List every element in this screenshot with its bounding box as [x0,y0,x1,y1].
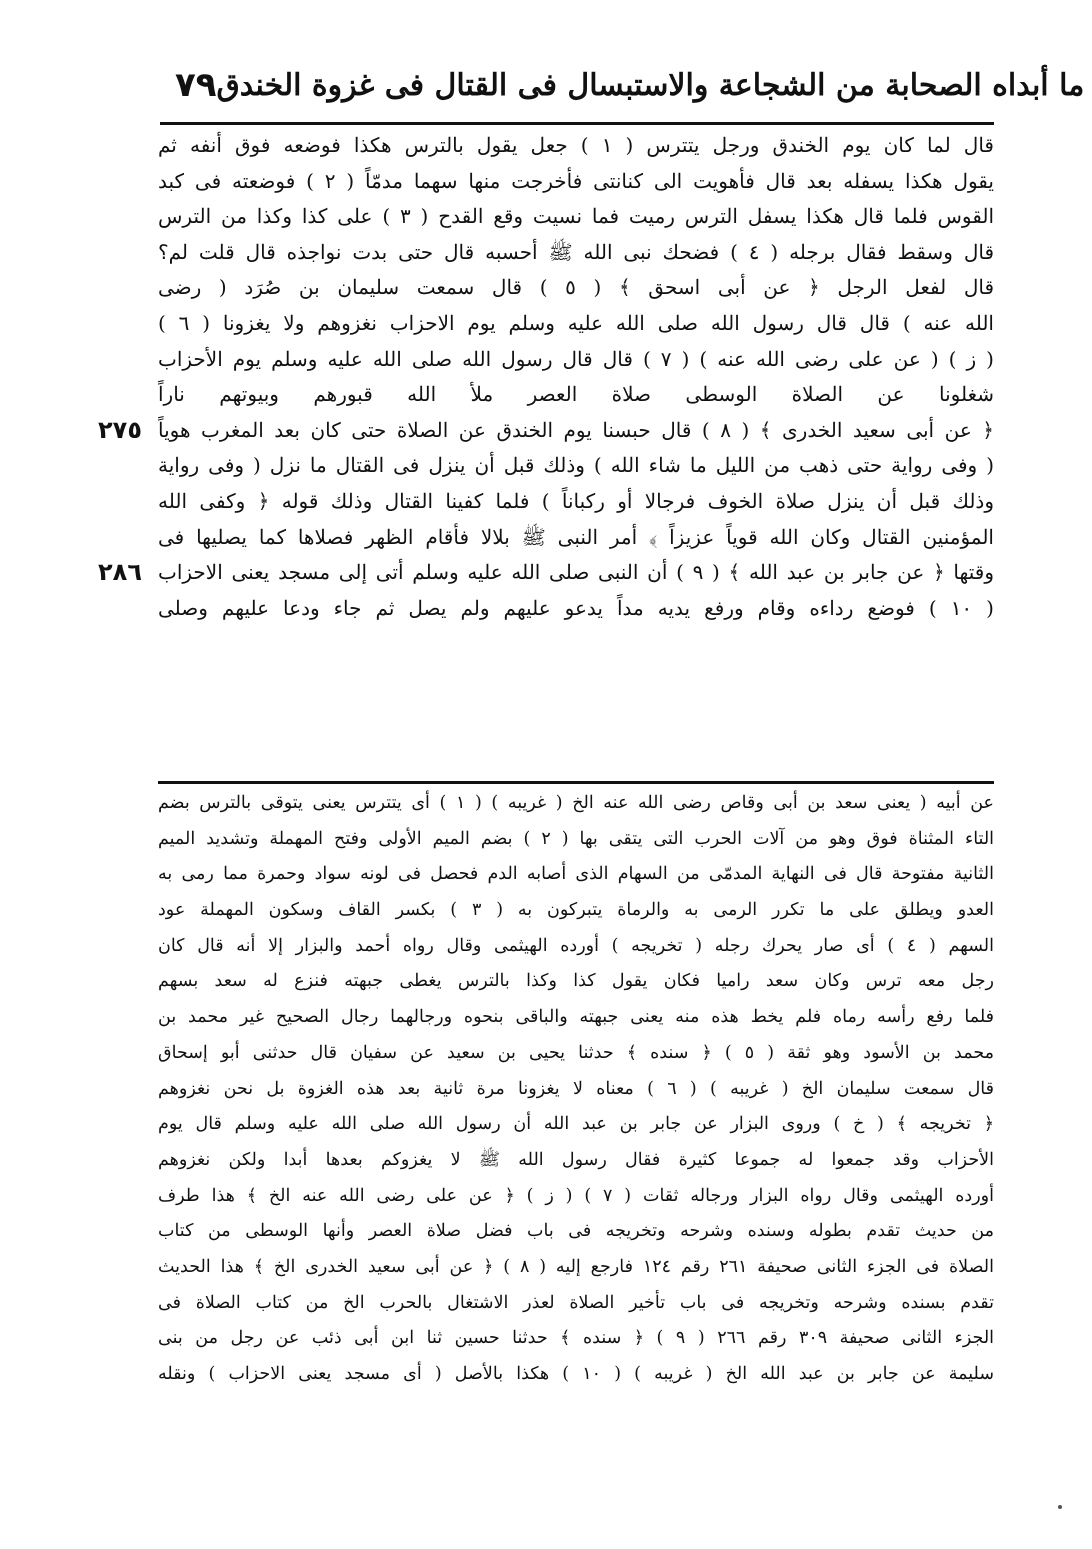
footnote-line: التاء المثناة فوق وهو من آلات الحرب التى يتقى بها ( ٢ ) بضم الميم الأولى وفتح المهملة وتشديد الميم [158,828,994,849]
footnote-line: الصلاة فى الجزء الثانى صحيفة ٢٦١ رقم ١٢٤ فارجع إليه ( ٨ ) ﴿ عن أبى سعيد الخدرى الخ ﴾ هذا الحديث [158,1256,994,1277]
hadith-number: ٢٨٦ [98,558,142,587]
footnote-line: رجل معه ترس وكان سعد راميا فكان يقول كذا وكذا بالترس يغطى جبهته فنزع له سعد بسهم [158,971,994,992]
main-text-line: قال وسقط فقال برجله ( ٤ ) فضحك نبى الله ﷺ أحسبه قال حتى بدت نواجذه قال قلت لم؟ [158,239,994,264]
footnote-line: الثانية مفتوحة قال فى النهاية المدمّى من السهام الذى أصابه الدم فحصل فى لونه سواد وحمرة مما رمى به [158,864,994,885]
main-text-line: القوس فلما قال هكذا يسفل الترس رميت فما نسيت وقع القدح ( ٣ ) على كذا وكذا من الترس [158,204,994,229]
main-text-line: شغلونا عن الصلاة الوسطى صلاة العصر ملأ الله قبورهم وبيوتهم ناراً [158,382,994,407]
main-text-line: وذلك قبل أن ينزل صلاة الخوف فرجالا أو ركباناً ) فلما كفينا القتال وذلك قوله ﴿ وكفى الله [158,488,994,513]
footnote-line: الأحزاب وقد جمعوا له جموعا كثيرة فقال رسول الله ﷺ لا يغزوكم بعدها أبدا ولكن نغزوهم [158,1149,994,1170]
header-rule [160,122,994,125]
footnote-line: من حديث تقدم بطوله وسنده وشرحه وتخريجه فى باب فضل صلاة العصر وأنها الوسطى من كتاب [158,1221,994,1242]
running-header [175,55,1085,115]
chapter-title: ما أبداه الصحابة من الشجاعة والاستبسال فى القتال فى غزوة الخندق [216,67,1085,103]
footnote-line: عن أبيه ( يعنى سعد بن أبى وقاص رضى الله عنه الخ ( غريبه ) ( ١ ) أى يتترس يعنى يتوقى بالترس بضم [158,793,994,813]
main-text-line: الله عنه ) قال قال رسول الله صلى الله عليه وسلم يوم الاحزاب نغزوهم ولا يغزونا ( ٦ ) [158,310,994,335]
main-text-line: المؤمنين القتال وكان الله قوياً عزيزاً ﴾ أمر النبى ﷺ بلالا فأقام الظهر فصلاها كما يصليها فى [158,524,994,549]
main-text-line: ( ز ) ( عن على رضى الله عنه ) ( ٧ ) قال قال رسول الله صلى الله عليه وسلم يوم الأحزاب [158,346,994,371]
margin-speck [1058,1505,1062,1509]
hadith-number: ٢٧٥ [98,415,142,444]
footnote-line: السهم ( ٤ ) أى صار يحرك رجله ( تخريجه ) أورده الهيثمى وقال رواه أحمد والبزار إلا أنه قال كان [158,935,994,956]
footnote-line: قال سمعت سليمان الخ ( غريبه ) ( ٦ ) معناه لا يغزونا مرة ثانية بعد هذه الغزوة بل نحن نغزوهم [158,1078,994,1099]
main-text-line: وقتها ﴿ عن جابر بن عبد الله ﴾ ( ٩ ) أن النبى صلى الله عليه وسلم أتى إلى مسجد يعنى الاحزاب [158,560,994,585]
main-text-line: قال لفعل الرجل ﴿ عن أبى اسحق ﴾ ( ٥ ) قال سمعت سليمان بن صُرَد ( رضى [158,275,994,300]
main-text-line: ( وفى رواية حتى ذهب من الليل ما شاء الله ) وذلك قبل أن ينزل فى القتال ما نزل ( وفى رواية [158,453,994,478]
footnote-line: فلما رفع رأسه رماه فلم يخط هذه منه يعنى جبهته والباقى بنحوه ورجالهما رجال الصحيح غير محمد بن [158,1007,994,1028]
page-number: ٧٩ [175,65,217,105]
footnote-line: أورده الهيثمى وقال رواه البزار ورجاله ثقات ( ٧ ) ( ز ) ﴿ عن على رضى الله عنه الخ ﴾ هذا طرف [158,1185,994,1206]
footnote-line: ﴿ تخريجه ﴾ ( خ ) وروى البزار عن جابر بن عبد الله أن رسول الله صلى الله عليه وسلم قال يوم [158,1114,994,1135]
main-text-line: ﴿ عن أبى سعيد الخدرى ﴾ ( ٨ ) قال حبسنا يوم الخندق عن الصلاة حتى كان بعد المغرب هوياً [158,417,994,442]
footnote-line: محمد بن الأسود وهو ثقة ( ٥ ) ﴿ سنده ﴾ حدثنا يحيى بن سعيد عن سفيان قال حدثنى أبو إسحاق [158,1042,994,1063]
footnote-line: تقدم بسنده وشرحه وتخريجه فى باب تأخير الصلاة لعذر الاشتغال بالحرب الخ من كتاب الصلاة فى [158,1292,994,1313]
main-text-line: يقول هكذا يسفله بعد قال فأهويت الى كنانتى فأخرجت منها سهما مدمّاً ( ٢ ) فوضعته فى كبد [158,168,994,193]
main-text-line: ( ١٠ ) فوضع رداءه وقام ورفع يديه مداً يدعو عليهم ولم يصل ثم جاء ودعا عليهم وصلى [158,595,994,620]
footnote-line: سليمة عن جابر بن عبد الله الخ ( غريبه ) ( ١٠ ) هكذا بالأصل ( أى مسجد يعنى الاحزاب ) ونقله [158,1364,994,1384]
main-text [158,128,994,626]
footnote-line: الجزء الثانى صحيفة ٣٠٩ رقم ٢٦٦ ( ٩ ) ﴿ سنده ﴾ حدثنا حسين ثنا ابن أبى ذئب عن رجل من بنى [158,1328,994,1349]
main-text-line: قال لما كان يوم الخندق ورجل يتترس ( ١ ) جعل يقول بالترس هكذا فوضعه فوق أنفه ثم [158,133,994,157]
footnotes-rule [158,781,994,784]
footnotes [158,786,994,1393]
footnote-line: العدو ويطلق على ما تكرر الرمى به والرماة يتبركون به ( ٣ ) بكسر القاف وسكون المهملة عود [158,900,994,921]
